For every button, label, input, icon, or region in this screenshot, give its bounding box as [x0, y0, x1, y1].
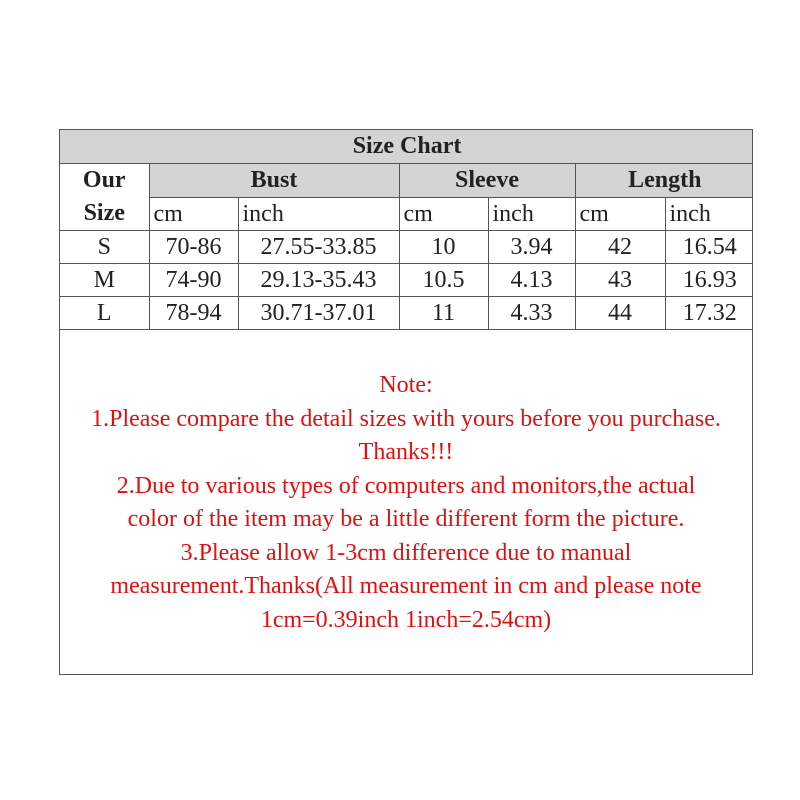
bust-cm: 74-90	[149, 264, 238, 297]
bust-inch: 29.13-35.43	[238, 264, 399, 297]
sleeve-cm: 10	[399, 231, 488, 264]
table-row	[60, 231, 753, 264]
sleeve-cm: 11	[399, 297, 488, 330]
unit-bust-cm: cm	[149, 197, 238, 231]
bust-cm: 78-94	[149, 297, 238, 330]
size-label: L	[60, 297, 149, 330]
unit-sleeve-cm: cm	[399, 197, 488, 231]
note-line: 1cm=0.39inch 1inch=2.54cm)	[260, 606, 552, 633]
length-cm: 43	[575, 264, 665, 297]
title-row	[60, 130, 753, 164]
header-bust: Bust	[149, 164, 399, 198]
units-row	[60, 197, 753, 231]
bust-inch: 27.55-33.85	[238, 231, 399, 264]
header-our-size	[60, 164, 149, 231]
note-line: Thanks!!!	[358, 439, 454, 465]
note-line: 1.Please compare the detail sizes with yours before you purchase.	[91, 405, 721, 432]
length-inch: 16.54	[665, 231, 753, 264]
chart-title: Size Chart	[60, 130, 753, 164]
sleeve-inch: 4.33	[488, 297, 575, 330]
sleeve-inch: 3.94	[488, 231, 575, 264]
table-row	[60, 297, 753, 330]
unit-length-cm: cm	[575, 197, 665, 231]
unit-sleeve-inch: inch	[488, 197, 575, 231]
note-line: 2.Due to various types of computers and monitors,the actual	[116, 472, 696, 499]
unit-length-inch: inch	[665, 197, 753, 231]
table-row	[60, 264, 753, 297]
header-our-size-line2: Size	[83, 200, 125, 226]
note-block	[60, 330, 752, 637]
note-line: color of the item may be a little different form the picture.	[127, 506, 685, 532]
bust-cm: 70-86	[149, 231, 238, 264]
header-length: Length	[575, 164, 753, 198]
length-inch: 16.93	[665, 264, 753, 297]
header-our-size-line1: Our	[82, 167, 126, 193]
note-line: measurement.Thanks(All measurement in cm and please note	[110, 573, 702, 599]
size-chart	[59, 129, 753, 675]
note-line: 3.Please allow 1-3cm difference due to manual	[180, 539, 632, 566]
sleeve-cm: 10.5	[399, 264, 488, 297]
size-label: M	[60, 264, 149, 297]
size-table	[60, 130, 753, 330]
bust-inch: 30.71-37.01	[238, 297, 399, 330]
length-cm: 42	[575, 231, 665, 264]
header-sleeve: Sleeve	[399, 164, 575, 198]
sleeve-inch: 4.13	[488, 264, 575, 297]
unit-bust-inch: inch	[238, 197, 399, 231]
length-cm: 44	[575, 297, 665, 330]
header-row	[60, 164, 753, 198]
length-inch: 17.32	[665, 297, 753, 330]
note-heading: Note:	[379, 372, 433, 398]
size-label: S	[60, 231, 149, 264]
